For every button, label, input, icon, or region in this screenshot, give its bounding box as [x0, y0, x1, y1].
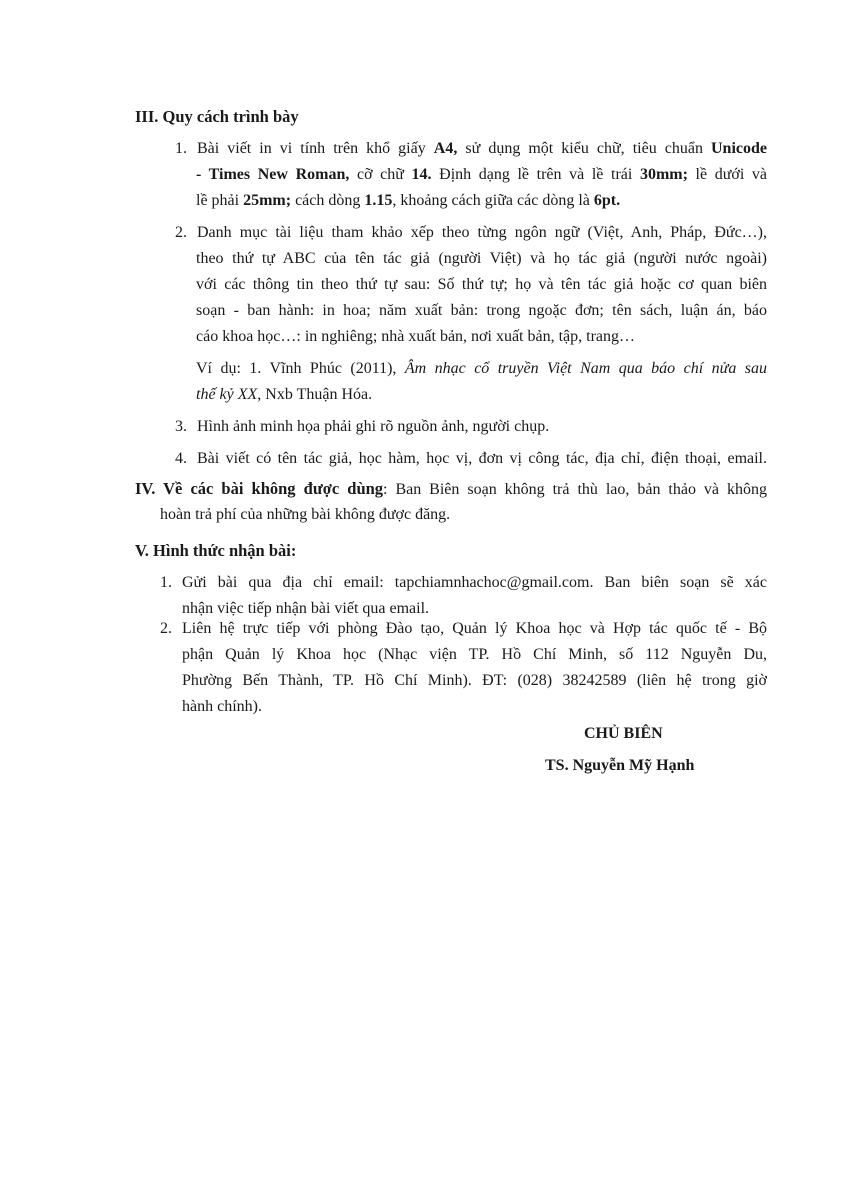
text-run: Bài viết in vi tính trên khổ giấy — [197, 140, 434, 157]
text-run-bold: - Times New Roman, — [196, 166, 350, 183]
list-number: 4. — [175, 450, 187, 467]
text-run: Phường Bến Thành, TP. Hồ Chí Minh). ĐT: (028) 38242589 (liên hệ trong giờ — [182, 672, 767, 689]
text-run: , khoảng cách giữa các dòng là — [392, 192, 594, 209]
text-run-italic: Âm nhạc cổ truyền Việt Nam qua báo chí nửa sau — [404, 360, 767, 377]
list-number: 2. — [160, 620, 172, 637]
text-run: Bài viết có tên tác giả, học hàm, học vị, đơn vị công tác, địa chỉ, điện thoại, email. — [197, 450, 767, 467]
text-run: Hình ảnh minh họa phải ghi rõ nguồn ảnh, người chụp. — [197, 418, 550, 435]
text-run: cách dòng — [291, 192, 365, 209]
text-run: , Nxb Thuận Hóa. — [257, 386, 373, 403]
section-3-item-1 — [175, 136, 767, 162]
text-run: phận Quản lý Khoa học (Nhạc viện TP. Hồ Chí Minh, số 112 Nguyễn Du, — [182, 646, 767, 663]
section-3-item-2-example-line-1 — [196, 356, 767, 382]
text-run-bold: A4, — [433, 140, 458, 157]
text-run: với các thông tin theo thứ tự sau: Số thứ tự; họ và tên tác giả hoặc cơ quan biên — [196, 276, 767, 293]
list-number: 2. — [175, 224, 187, 241]
text-run-bold: TS. Nguyễn Mỹ Hạnh — [545, 757, 695, 774]
section-5-heading — [135, 538, 296, 564]
text-run-italic: thế kỷ XX — [196, 386, 258, 403]
text-run: Gửi bài qua địa chỉ email: tapchiamnhachoc@gmail.com. Ban biên soạn sẽ xác — [182, 574, 767, 591]
text-run-bold: 6pt. — [593, 192, 621, 209]
text-run-bold: 14. — [411, 166, 432, 183]
section-3-item-3 — [175, 414, 767, 440]
section-5-item-2-line-2 — [182, 642, 767, 668]
text-run: lề dưới và — [687, 166, 768, 183]
section-5-title: V. Hình thức nhận bài: — [135, 541, 297, 560]
text-run: : Ban Biên soạn không trả thù lao, bản thảo và không — [383, 481, 767, 498]
section-5-item-2-line-1 — [160, 616, 767, 642]
text-run: Ví dụ: 1. Vĩnh Phúc (2011), — [196, 360, 405, 377]
section-5-item-1-line-1 — [160, 570, 767, 596]
section-3-item-2-line-3 — [196, 272, 767, 298]
section-3-item-2-line-1 — [175, 220, 767, 246]
section-5-item-2-line-4 — [182, 694, 767, 720]
section-3-item-2-line-2 — [196, 246, 767, 272]
text-run-bold: 25mm; — [243, 192, 292, 209]
list-number: 3. — [175, 418, 187, 435]
text-run: theo thứ tự ABC của tên tác giả (người Việt) và họ tác giả (người nước ngoài) — [196, 250, 767, 267]
text-run: lề phải — [196, 192, 244, 209]
section-3-heading — [135, 104, 299, 130]
section-3-item-1-line-2 — [196, 162, 767, 188]
signature-role — [584, 725, 663, 743]
text-run: hành chính). — [182, 698, 262, 715]
section-3-item-2-line-5 — [196, 324, 767, 350]
section-4-line-2 — [160, 502, 767, 528]
text-run: soạn - ban hành: in hoa; năm xuất bản: trong ngoặc đơn; tên sách, luận án, báo — [196, 302, 767, 319]
list-number: 1. — [160, 574, 172, 591]
section-3-item-2-line-4 — [196, 298, 767, 324]
text-run: nhận việc tiếp nhận bài viết qua email. — [182, 600, 430, 617]
text-run: Liên hệ trực tiếp với phòng Đào tạo, Quản lý Khoa học và Hợp tác quốc tế - Bộ — [182, 620, 767, 637]
text-run: Định dạng lề trên và lề trái — [431, 166, 640, 183]
section-3-item-1-line-3 — [196, 188, 767, 214]
section-3-title: III. Quy cách trình bày — [135, 107, 299, 126]
list-number: 1. — [175, 140, 187, 157]
text-run: sử dụng một kiểu chữ, tiêu chuẩn — [457, 140, 711, 157]
section-3-item-4 — [175, 446, 767, 472]
section-3-item-1-line-1 — [175, 136, 767, 162]
signature-name — [545, 757, 694, 775]
section-3-item-2-example-line-2 — [196, 382, 767, 408]
section-4-title: IV. Về các bài không được dùng — [135, 479, 384, 498]
text-run-bold: 1.15 — [364, 192, 393, 209]
text-run: hoàn trả phí của những bài không được đăng. — [160, 506, 451, 523]
section-4-line-1 — [135, 476, 767, 503]
text-run: cỡ chữ — [349, 166, 412, 183]
text-run: cáo khoa học…: in nghiêng; nhà xuất bản, nơi xuất bản, tập, trang… — [196, 328, 636, 345]
text-run-bold: CHỦ BIÊN — [584, 725, 663, 742]
text-run-bold: 30mm; — [639, 166, 688, 183]
text-run: Danh mục tài liệu tham khảo xếp theo từng ngôn ngữ (Việt, Anh, Pháp, Đức…), — [197, 224, 767, 241]
section-5-item-2-line-3 — [182, 668, 767, 694]
text-run-bold: Unicode — [710, 140, 767, 157]
